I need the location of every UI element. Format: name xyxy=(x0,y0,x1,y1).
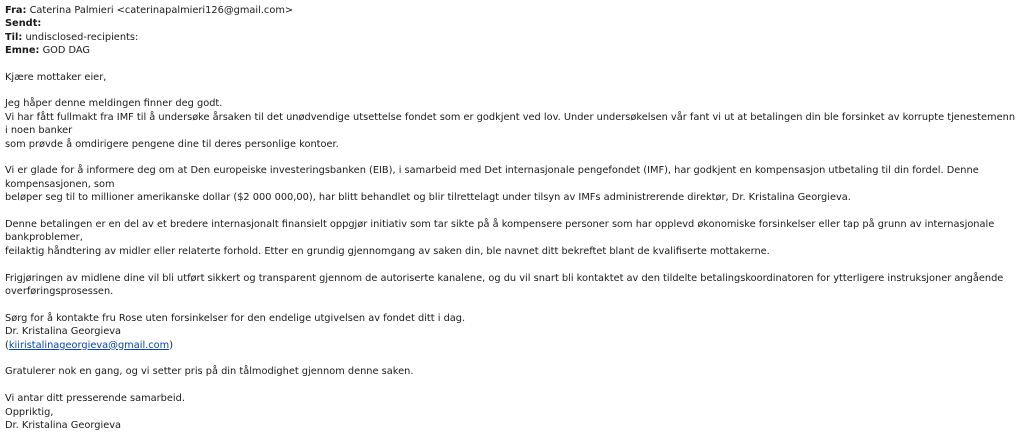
paragraph-3-line-1: Denne betalingen er en del av et bredere internasjonalt finansielt oppgjør initiativ som tar sikte på å kompensere personer som har opplevd økonomiske forsinkelser eller tap på grunn av internasjonale bankproblemer, xyxy=(5,219,995,244)
paragraph-1-line-1: Jeg håper denne meldingen finner deg godt. xyxy=(5,98,223,110)
subject-value: GOD DAG xyxy=(42,45,91,57)
closing-line-2: Oppriktig, xyxy=(5,406,54,418)
paragraph-4-line-2: overføringsprosessen. xyxy=(5,286,114,298)
from-label: Fra: xyxy=(5,5,27,16)
paren-open: ( xyxy=(5,339,9,351)
paragraph-6 xyxy=(5,365,1017,378)
paragraph-3-line-2: feilaktig håndtering av midler eller relaterte forhold. Etter en grundig gjennomgang av saken din, ble navnet ditt bekreftet blant de kvalifiserte mottakerne. xyxy=(5,245,770,257)
paren-close: ) xyxy=(169,339,174,351)
paragraph-4-line-1: Frigjøringen av midlene dine vil bli utført sikkert og transparent gjennom de autoriserte kanalene, og du vil snart bli kontaktet av den tildelte betalingskoordinatoren for ytterligere instruksjoner angående xyxy=(5,272,1004,284)
to-value: undisclosed-recipients: xyxy=(25,31,139,43)
header-sent xyxy=(5,17,1017,30)
paragraph-4 xyxy=(5,272,1017,299)
sent-label: Sendt: xyxy=(5,18,42,30)
subject-label: Emne: xyxy=(5,45,40,57)
header-from xyxy=(5,4,1017,17)
email-headers xyxy=(5,4,1017,58)
paragraph-6-line-1: Gratulerer nok en gang, og vi setter pris på din tålmodighet gjennom denne saken. xyxy=(5,366,414,378)
closing-signature: Dr. Kristalina Georgieva xyxy=(5,420,122,432)
paragraph-1-line-2: Vi har fått fullmakt fra IMF til å undersøke årsaken til det unødvendige utsettelse fondet som er godkjent ved lov. Under undersøkelsen vår fant vi ut at betalingen din ble forsinket av korrupte tjenestemenn i noen banker xyxy=(5,111,1016,137)
header-to xyxy=(5,31,1017,44)
email-message xyxy=(5,4,1017,433)
header-subject xyxy=(5,44,1017,57)
to-label: Til: xyxy=(5,31,23,43)
email-body xyxy=(5,71,1017,433)
paragraph-5-line-1: Sørg for å kontakte fru Rose uten forsinkelser for den endelige utgivelsen av fondet ditt i dag. xyxy=(5,312,466,324)
header-spacer xyxy=(5,58,1017,71)
greeting xyxy=(5,71,1017,84)
signature-name: Dr. Kristalina Georgieva xyxy=(5,326,122,338)
closing-line-1: Vi antar ditt presserende samarbeid. xyxy=(5,393,185,405)
paragraph-3 xyxy=(5,218,1017,258)
paragraph-1 xyxy=(5,97,1017,151)
greeting-text: Kjære mottaker eier, xyxy=(5,71,107,83)
paragraph-1-line-3: som prøvde å omdirigere pengene dine til deres personlige kontoer. xyxy=(5,138,339,150)
paragraph-7 xyxy=(5,392,1017,432)
paragraph-5 xyxy=(5,312,1017,352)
paragraph-2-line-2: beløper seg til to millioner amerikanske dollar ($2 000 000,00), har blitt behandlet og blir tilrettelagt under tilsyn av IMFs administrerende direktør, Dr. Kristalina Georgieva. xyxy=(5,192,851,204)
email-link[interactable]: kiiristalinageorgieva@gmail.com xyxy=(8,339,170,351)
from-value: Caterina Palmieri <caterinapalmieri126@gmail.com> xyxy=(29,5,294,16)
signature-email-line xyxy=(5,339,1017,352)
paragraph-2 xyxy=(5,164,1017,204)
paragraph-2-line-1: Vi er glade for å informere deg om at Den europeiske investeringsbanken (EIB), i samarbeid med Det internasjonale pengefondet (IMF), har godkjent en kompensasjon utbetaling til din fordel. Denne kompensasjonen, som xyxy=(5,165,979,190)
